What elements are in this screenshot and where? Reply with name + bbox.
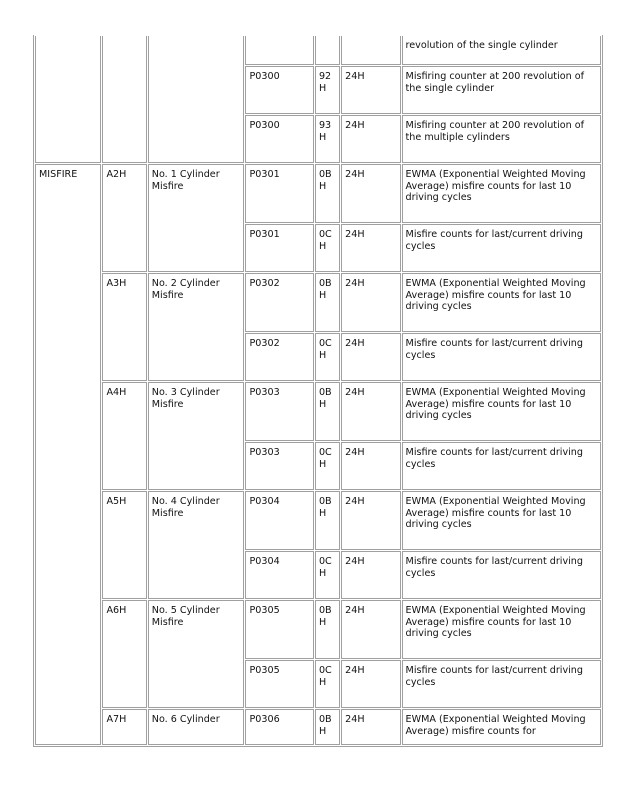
table-row [35,382,601,441]
description-cell: No. 5 Cylinder Misfire [148,600,245,708]
meaning-cell: Misfire counts for last/current driving cycles [402,442,601,490]
component-id-cell: 92H [315,66,340,114]
dtc-cell: P0301 [245,224,313,272]
dtc-cell: P0305 [245,600,313,659]
description-cell: No. 2 Cylinder Misfire [148,273,245,381]
test-id-cell: A6H [102,600,146,708]
table-row [35,164,601,223]
dtc-cell: P0300 [245,66,313,114]
description-cell: No. 6 Cylinder [148,709,245,745]
test-id-cell: A2H [102,164,146,272]
component-id-cell: 0BH [315,273,340,332]
component-id-cell: 0BH [315,382,340,441]
unit-scaling-cell: 24H [341,382,400,441]
component-id-cell: 0BH [315,164,340,223]
mode-cell [35,36,101,163]
dtc-cell: P0300 [245,115,313,163]
meaning-cell: EWMA (Exponential Weighted Moving Average) misfire counts for last 10 driving cycles [402,273,601,332]
dtc-cell: P0304 [245,491,313,550]
unit-scaling-cell: 24H [341,551,400,599]
table-row [35,36,601,65]
dtc-cell: P0302 [245,333,313,381]
test-id-cell: A3H [102,273,146,381]
description-cell: No. 1 Cylinder Misfire [148,164,245,272]
unit-scaling-cell: 24H [341,660,400,708]
component-id-cell: 0CH [315,333,340,381]
meaning-cell: Misfire counts for last/current driving cycles [402,660,601,708]
unit-scaling-cell: 24H [341,66,400,114]
unit-scaling-cell: 24H [341,273,400,332]
obd-monitor-table [33,35,603,747]
unit-scaling-cell: 24H [341,115,400,163]
mode-cell: MISFIRE [35,164,101,745]
table-row [35,273,601,332]
test-id-cell: A5H [102,491,146,599]
meaning-cell: EWMA (Exponential Weighted Moving Average) misfire counts for last 10 driving cycles [402,491,601,550]
component-id-cell: 0CH [315,224,340,272]
description-cell: No. 4 Cylinder Misfire [148,491,245,599]
meaning-cell: Misfiring counter at 200 revolution of the single cylinder [402,66,601,114]
meaning-cell: Misfire counts for last/current driving cycles [402,551,601,599]
table-row [35,491,601,550]
test-id-cell: A4H [102,382,146,490]
unit-scaling-cell: 24H [341,224,400,272]
dtc-cell: P0304 [245,551,313,599]
meaning-cell: EWMA (Exponential Weighted Moving Average) misfire counts for last 10 driving cycles [402,600,601,659]
meaning-cell: Misfire counts for last/current driving cycles [402,333,601,381]
unit-scaling-cell [341,36,400,65]
component-id-cell: 93H [315,115,340,163]
meaning-cell: EWMA (Exponential Weighted Moving Average) misfire counts for [402,709,601,745]
dtc-cell: P0301 [245,164,313,223]
unit-scaling-cell: 24H [341,491,400,550]
component-id-cell: 0CH [315,660,340,708]
component-id-cell [315,36,340,65]
unit-scaling-cell: 24H [341,164,400,223]
dtc-cell: P0303 [245,382,313,441]
dtc-cell: P0302 [245,273,313,332]
component-id-cell: 0CH [315,442,340,490]
meaning-cell: Misfire counts for last/current driving cycles [402,224,601,272]
dtc-cell: P0306 [245,709,313,745]
unit-scaling-cell: 24H [341,600,400,659]
description-cell: No. 3 Cylinder Misfire [148,382,245,490]
meaning-cell: Misfiring counter at 200 revolution of the multiple cylinders [402,115,601,163]
table-row [35,709,601,745]
test-id-cell [102,36,146,163]
unit-scaling-cell: 24H [341,709,400,745]
test-id-cell: A7H [102,709,146,745]
unit-scaling-cell: 24H [341,442,400,490]
component-id-cell: 0BH [315,709,340,745]
meaning-cell: EWMA (Exponential Weighted Moving Average) misfire counts for last 10 driving cycles [402,164,601,223]
dtc-cell: P0305 [245,660,313,708]
table-row [35,600,601,659]
component-id-cell: 0CH [315,551,340,599]
dtc-cell [245,36,313,65]
unit-scaling-cell: 24H [341,333,400,381]
meaning-cell: revolution of the single cylinder [402,36,601,65]
description-cell [148,36,245,163]
component-id-cell: 0BH [315,491,340,550]
dtc-cell: P0303 [245,442,313,490]
meaning-cell: EWMA (Exponential Weighted Moving Average) misfire counts for last 10 driving cycles [402,382,601,441]
component-id-cell: 0BH [315,600,340,659]
